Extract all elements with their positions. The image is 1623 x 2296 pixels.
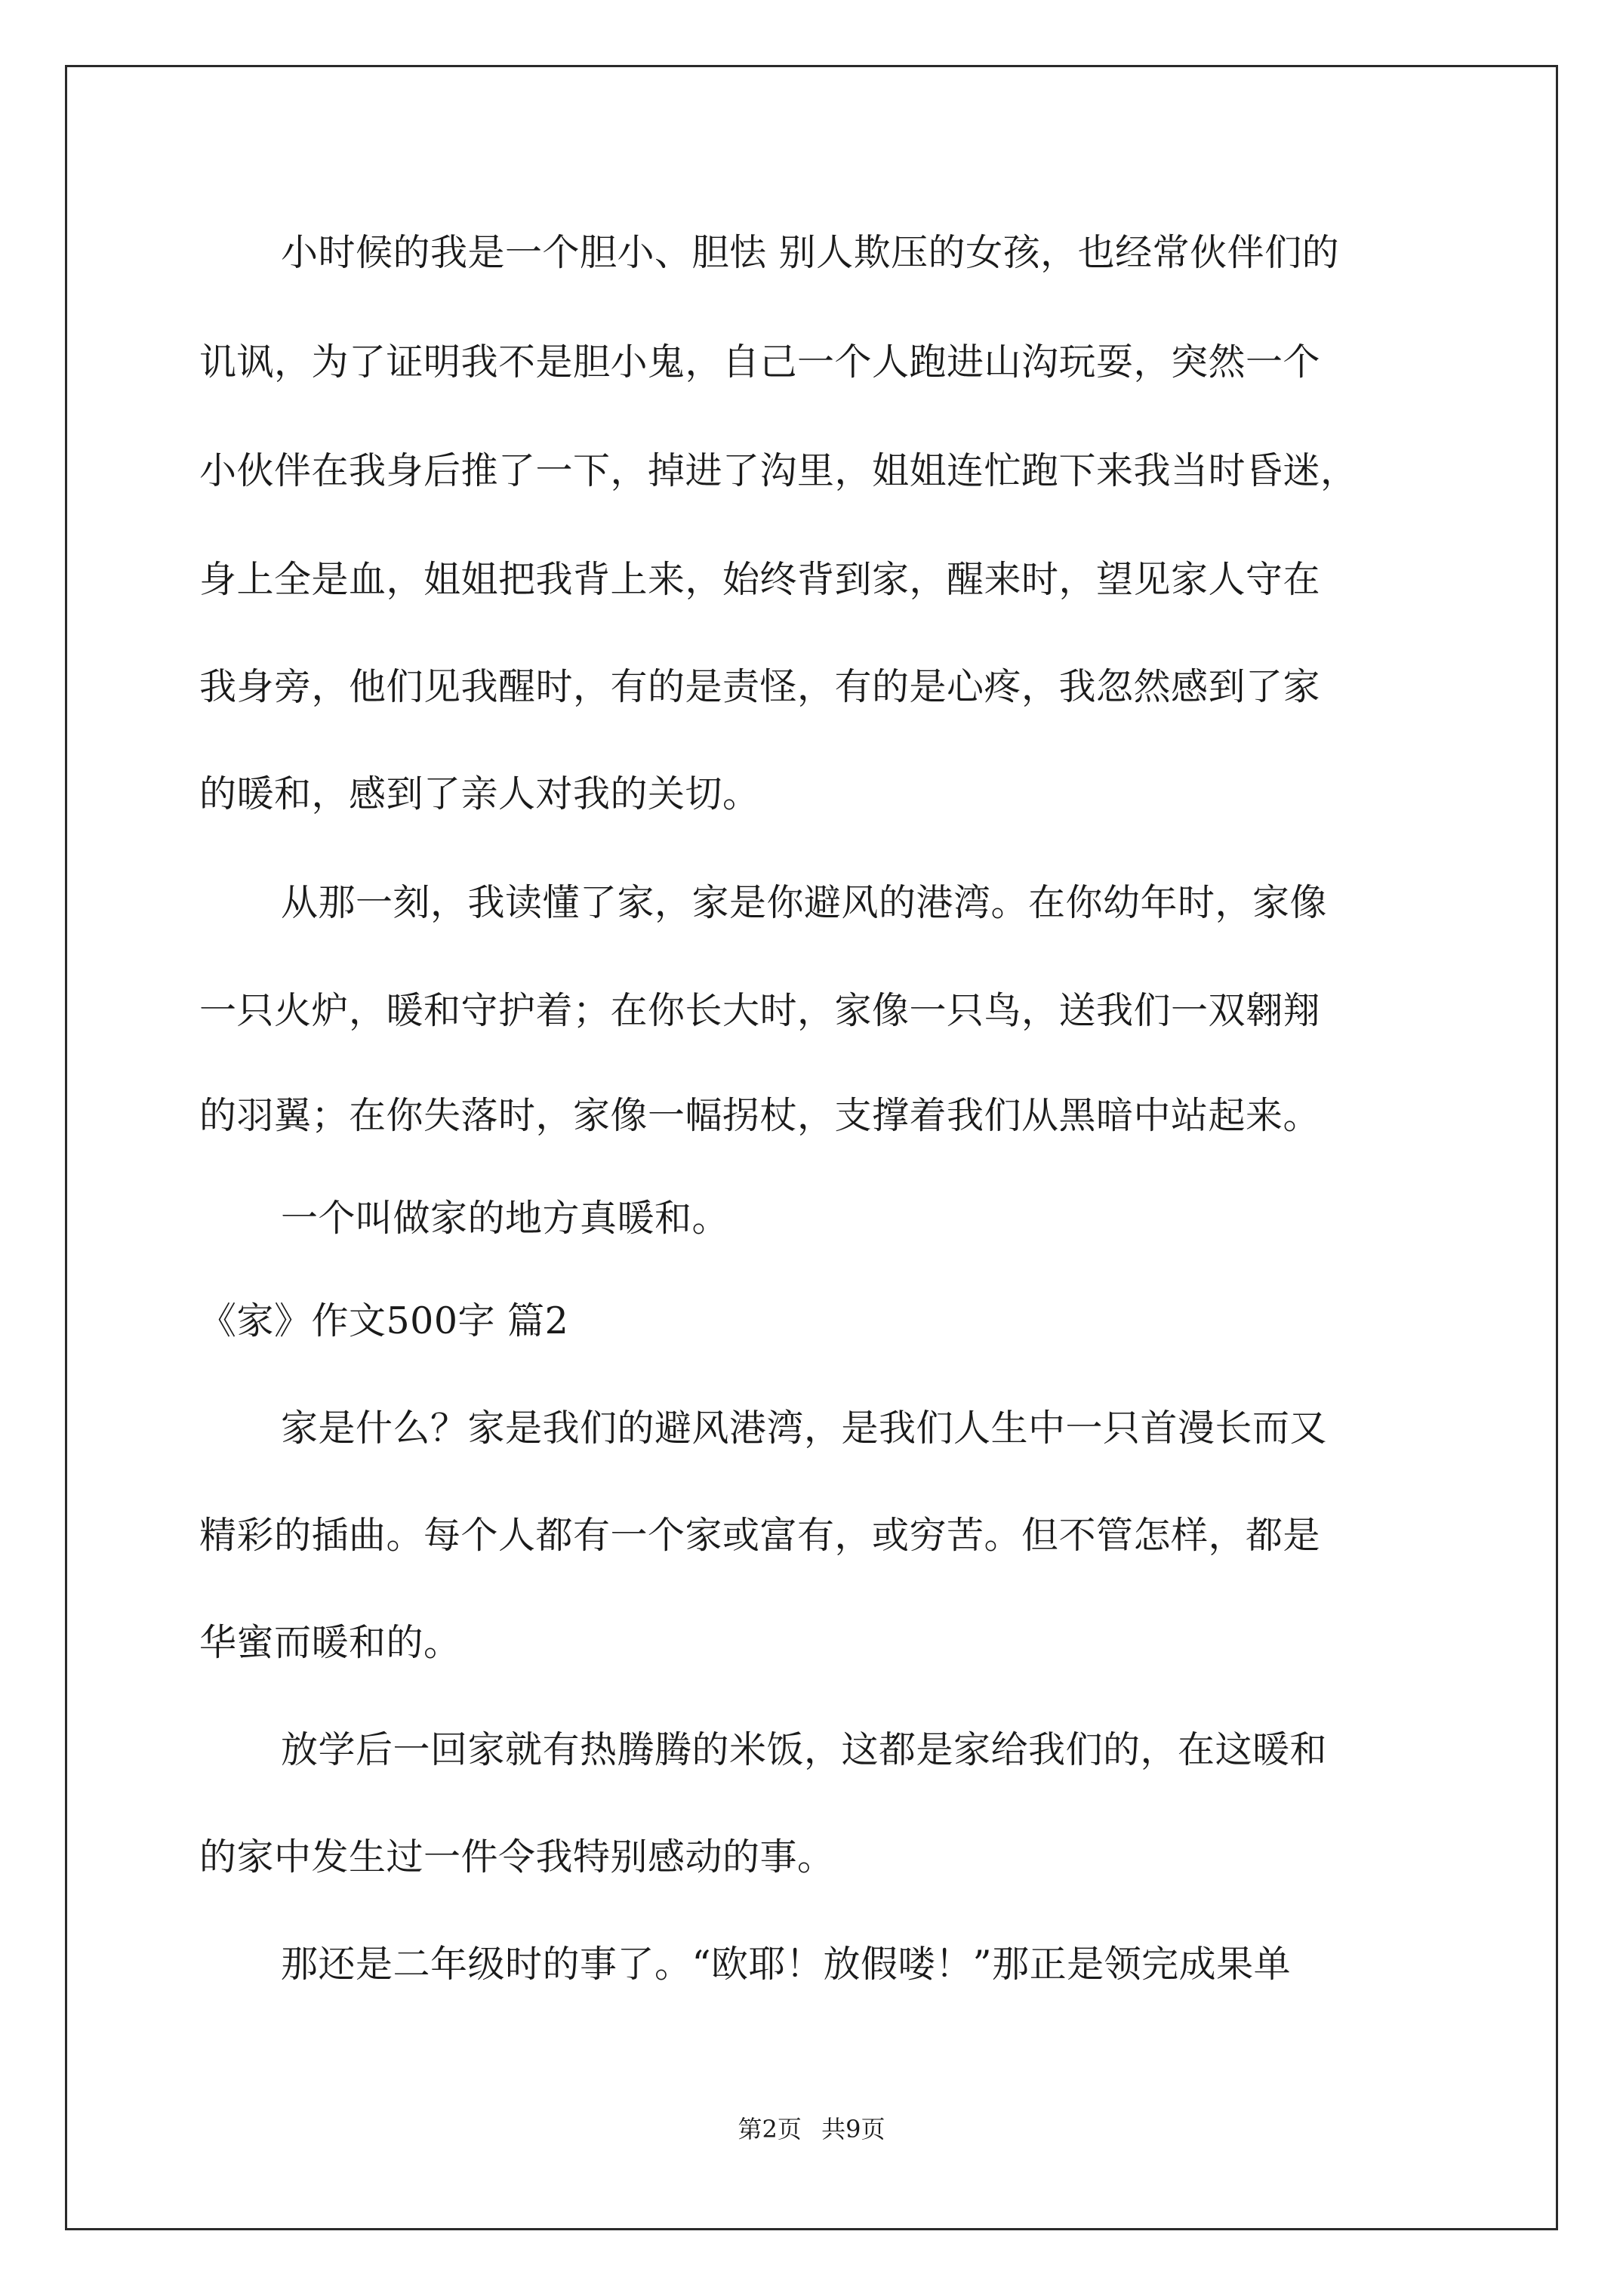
paragraph-line: 小伙伴在我身后推了一下，掉进了沟里，姐姐连忙跑下来我当时昏迷， — [199, 449, 1358, 492]
page-frame — [65, 65, 1558, 2230]
paragraph-line: 精彩的插曲。每个人都有一个家或富有，或穷苦。但不管怎样，都是 — [199, 1514, 1321, 1557]
paragraph-line: 从那一刻，我读懂了家，家是你避风的港湾。在你幼年时，家像 — [281, 881, 1328, 924]
paragraph-line: 华蜜而暖和的。 — [199, 1621, 461, 1664]
paragraph-line: 的家中发生过一件令我特别感动的事。 — [199, 1835, 835, 1878]
paragraph-line: 放学后一回家就有热腾腾的米饭，这都是家给我们的，在这暖和 — [281, 1728, 1328, 1771]
page-number: 第2页 — [738, 2115, 802, 2143]
page-footer — [0, 2114, 1623, 2144]
paragraph-line: 一个叫做家的地方真暖和。 — [281, 1197, 730, 1240]
paragraph-line: 家是什么？家是我们的避风港湾，是我们人生中一只首漫长而又 — [281, 1407, 1328, 1450]
paragraph-line: 身上全是血，姐姐把我背上来，始终背到家，醒来时，望见家人守在 — [199, 558, 1321, 601]
paragraph-line: 那还是二年级时的事了。“欧耶！放假喽！”那正是领完成果单 — [281, 1943, 1292, 1986]
paragraph-line: 小时候的我是一个胆小、胆怯 别人欺压的女孩，也经常伙伴们的 — [281, 231, 1340, 274]
paragraph-line: 的暖和，感到了亲人对我的关切。 — [199, 772, 760, 815]
paragraph-line: 讥讽，为了证明我不是胆小鬼，自己一个人跑进山沟玩耍，突然一个 — [199, 341, 1321, 384]
page-total: 共9页 — [821, 2115, 885, 2143]
paragraph-line: 一只火炉，暖和守护着；在你长大时，家像一只鸟，送我们一双翱翔 — [199, 989, 1321, 1032]
section-heading: 《家》作文500字 篇2 — [199, 1299, 569, 1342]
paragraph-line: 的羽翼；在你失落时，家像一幅拐杖，支撑着我们从黑暗中站起来。 — [199, 1094, 1321, 1137]
paragraph-line: 我身旁，他们见我醒时，有的是责怪，有的是心疼，我忽然感到了家 — [199, 665, 1321, 708]
